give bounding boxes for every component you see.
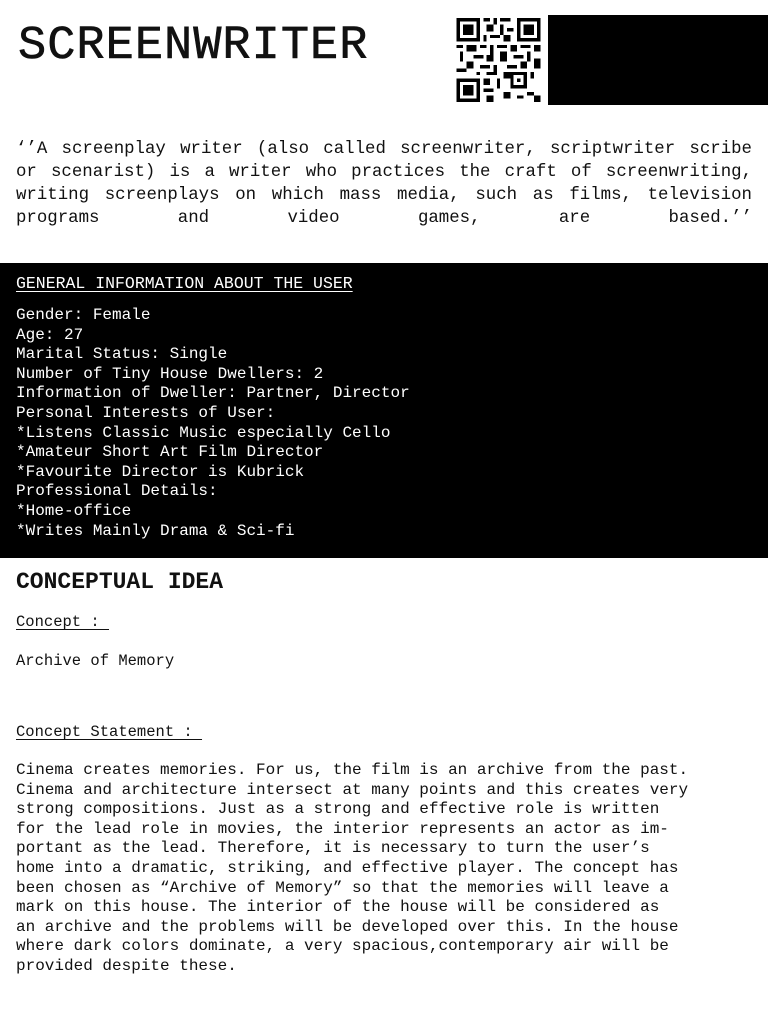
concept-label: Concept : — [16, 613, 110, 631]
info-age: Age: 27 — [16, 325, 84, 344]
user-info-panel — [0, 263, 768, 558]
info-interest-director: *Favourite Director is Kubrick — [16, 462, 305, 481]
info-gender: Gender: Female — [16, 306, 151, 324]
info-interest-film: *Amateur Short Art Film Director — [16, 443, 324, 462]
redacted-block — [548, 15, 768, 105]
info-dweller: Information of Dweller: Partner, Director — [16, 384, 410, 403]
page-title: SCREENWRITER — [18, 20, 369, 73]
concept-statement-label: Concept Statement : — [16, 723, 203, 741]
conceptual-idea-title: CONCEPTUAL IDEA — [16, 569, 224, 595]
screenwriter-definition-quote: ‘’A screenplay writer (also called screenwriter, scriptwriter scribe or scenarist) is a writer who practices the craft of screenwriting, writing screenplays on which mass media, such as films, television programs and video games, are based.’’ — [16, 140, 752, 228]
info-professional-heading: Professional Details: — [16, 482, 218, 501]
user-info-heading: GENERAL INFORMATION ABOUT THE USER — [16, 274, 353, 293]
info-marital-status: Marital Status: Single — [16, 345, 228, 364]
user-info-list — [16, 306, 410, 541]
concept-value: Archive of Memory — [16, 652, 175, 670]
concept-statement-text: Cinema creates memories. For us, the film is an archive from the past. Cinema and architecture intersect at many points and this creates very strong compositions. Just as a strong and effective role is written for the lead role in movies, the interior represents an actor as im- portant as the lead. Therefore, it is necessary to turn the user’s home into a dramatic, striking, and effective player. The concept has been chosen as “Archive of Memory” so that the memories will leave a mark on this house. The interior of the house will be considered as an archive and the problems will be developed over this. In the house where dark colors dominate, a very spacious,contemporary air will be provided despite these. — [16, 761, 689, 975]
info-dwellers-count: Number of Tiny House Dwellers: 2 — [16, 364, 324, 383]
qr-code — [454, 18, 543, 102]
info-genres: *Writes Mainly Drama & Sci-fi — [16, 521, 295, 540]
info-home-office: *Home-office — [16, 501, 132, 520]
info-interest-music: *Listens Classic Music especially Cello — [16, 423, 391, 442]
info-interests-heading: Personal Interests of User: — [16, 403, 276, 422]
